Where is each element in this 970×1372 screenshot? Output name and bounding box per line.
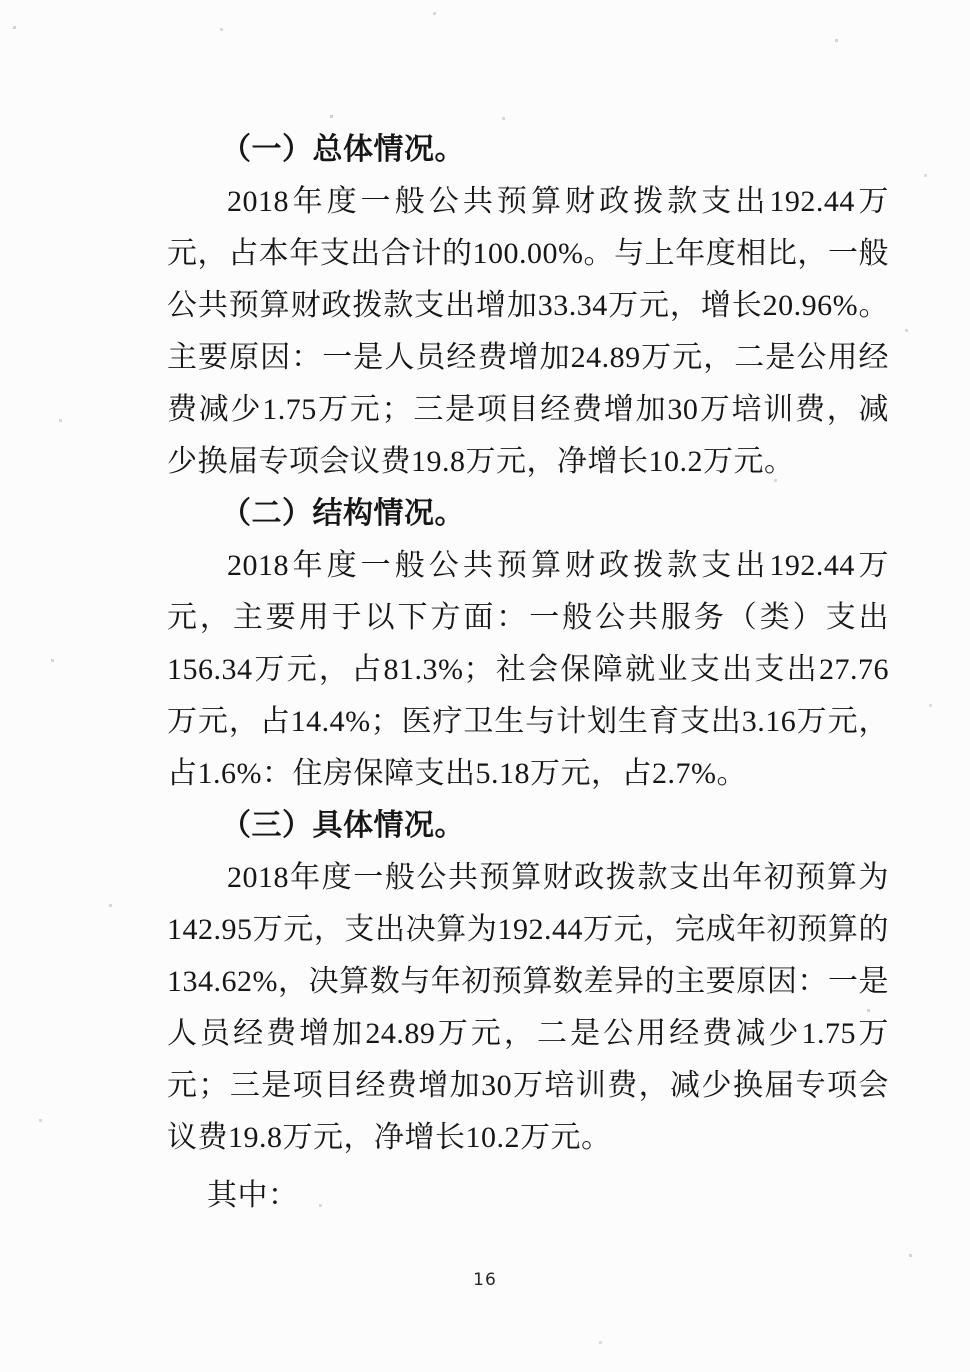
paragraph: 2018年度一般公共预算财政拨款支出192.44万元，占本年支出合计的100.00%。与上年度相比，一般公共预算财政拨款支出增加33.34万元，增长20.96%。主要原因：一是人员经费增加24.89万元，二是公用经费减少1.75万元；三是项目经费增加30万培训费，减少换届专项会议费19.8万元，净增长10.2万元。 bbox=[167, 185, 889, 478]
section-specific-situation bbox=[167, 800, 889, 1222]
section-heading: （一）总体情况。 bbox=[221, 133, 465, 166]
scan-noise bbox=[0, 0, 1, 1]
section-heading: （三）具体情况。 bbox=[221, 809, 465, 842]
page-number: 16 bbox=[473, 1270, 497, 1290]
paragraph: 2018年度一般公共预算财政拨款支出192.44万元，主要用于以下方面：一般公共服务（类）支出156.34万元，占81.3%；社会保障就业支出支出27.76万元，占14.4%；医疗卫生与计划生育支出3.16万元，占1.6%：住房保障支出5.18万元，占2.7%。 bbox=[167, 549, 889, 790]
section-structure-situation bbox=[167, 488, 889, 800]
section-overall-situation bbox=[167, 124, 889, 488]
paragraph: 2018年度一般公共预算财政拨款支出年初预算为142.95万元，支出决算为192.44万元，完成年初预算的134.62%，决算数与年初预算数差异的主要原因：一是人员经费增加24.89万元，二是公用经费减少1.75万元；三是项目经费增加30万培训费，减少换届专项会议费19.8万元，净增长10.2万元。 bbox=[167, 861, 889, 1154]
document-body bbox=[167, 124, 889, 1222]
paragraph-among-which: 其中： bbox=[207, 1179, 299, 1212]
section-heading: （二）结构情况。 bbox=[221, 497, 465, 530]
